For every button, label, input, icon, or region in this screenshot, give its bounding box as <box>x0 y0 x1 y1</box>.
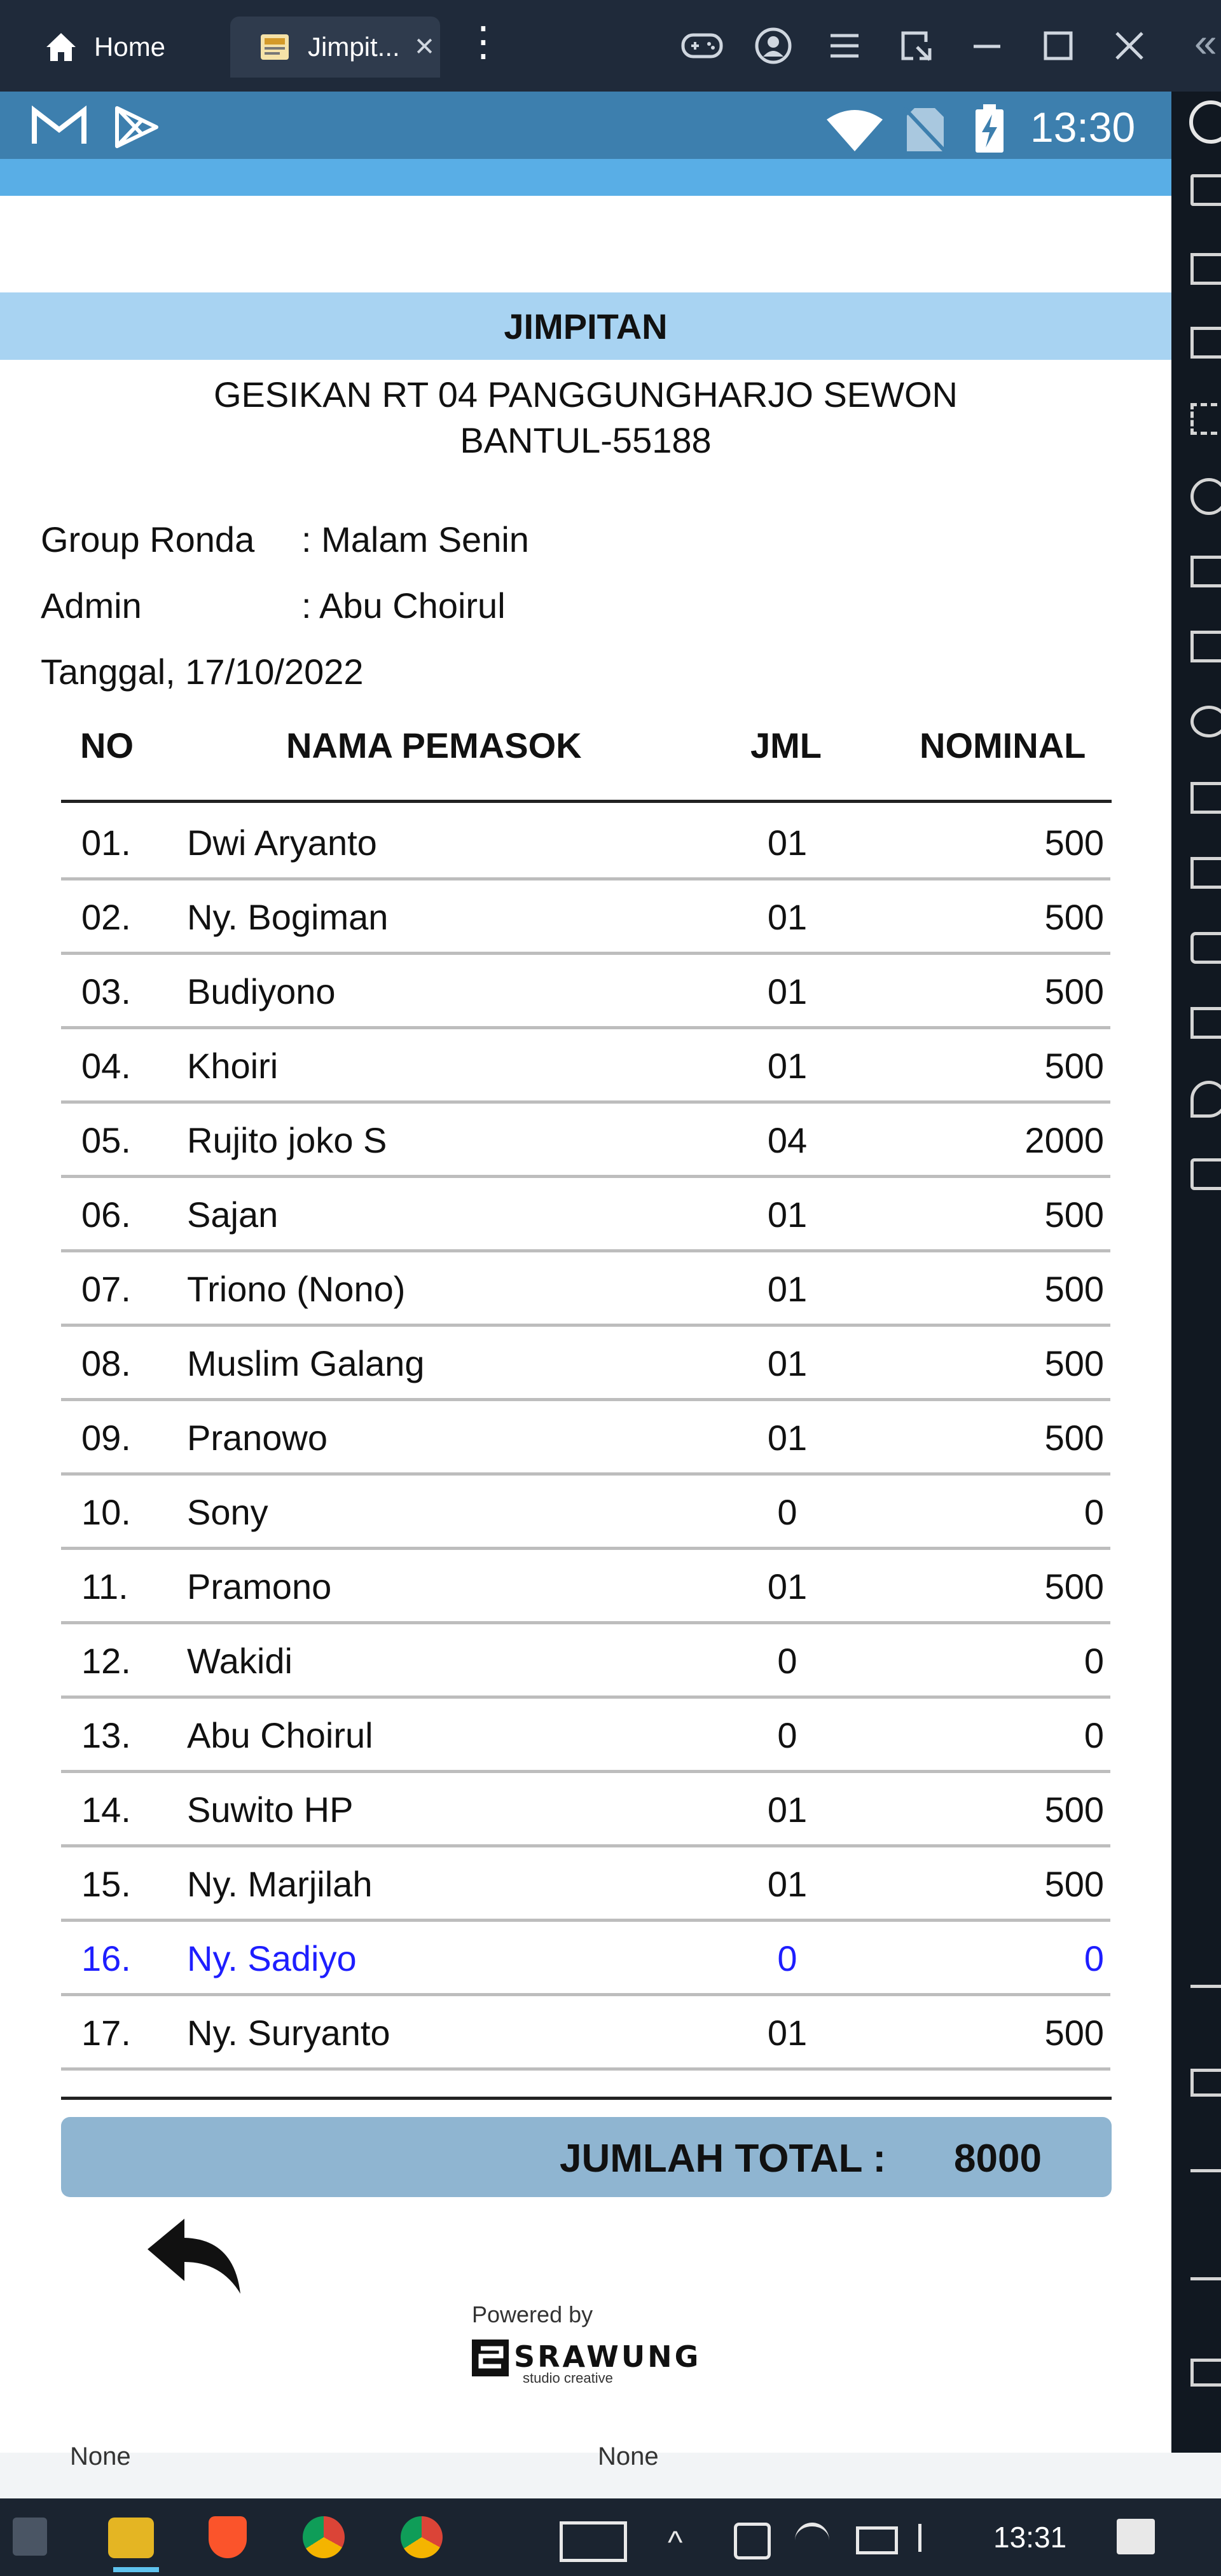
wifi-icon <box>825 108 884 156</box>
battery-charging-icon <box>973 103 1006 157</box>
meet-icon[interactable] <box>734 2523 771 2559</box>
table-row[interactable] <box>61 1100 1110 1178</box>
brave-browser-icon[interactable] <box>209 2516 247 2558</box>
row-jml: 01 <box>767 823 808 863</box>
menu-icon[interactable] <box>819 20 870 71</box>
back-nav-icon[interactable] <box>1190 1973 1221 1988</box>
col-header-jml: JML <box>750 725 822 765</box>
row-name: Ny. Sadiyo <box>187 1938 357 1978</box>
maximize-icon[interactable] <box>1033 20 1084 71</box>
macro-play-icon[interactable] <box>1190 782 1221 814</box>
row-nominal: 500 <box>1044 1566 1104 1607</box>
row-jml: 01 <box>767 1269 808 1309</box>
emulator-tab-bar <box>0 0 1221 92</box>
windows-taskbar <box>0 2498 1221 2576</box>
volume-up-icon[interactable] <box>1190 253 1221 285</box>
row-name: Abu Choirul <box>187 1715 373 1755</box>
show-hidden-icons[interactable]: ^ <box>668 2525 683 2560</box>
row-jml: 01 <box>767 1343 808 1383</box>
background-window-strip <box>0 2442 1221 2498</box>
row-jml: 0 <box>777 1492 797 1532</box>
tab-jimpitan-label: Jimpit... <box>308 32 400 62</box>
home-nav-icon[interactable] <box>1190 2069 1221 2097</box>
table-row[interactable] <box>61 1919 1110 1996</box>
volume-down-icon[interactable] <box>1190 327 1221 359</box>
table-row[interactable] <box>61 803 1110 880</box>
row-no: 17. <box>81 2013 131 2053</box>
minimize-icon[interactable] <box>962 20 1012 71</box>
app-thumbnail-icon <box>256 28 294 66</box>
row-no: 03. <box>81 971 131 1011</box>
col-header-nominal: NOMINAL <box>920 725 1086 765</box>
row-nominal: 500 <box>1044 1864 1104 1904</box>
row-jml: 01 <box>767 1418 808 1458</box>
table-row[interactable] <box>61 1324 1110 1401</box>
row-nominal: 2000 <box>1024 1120 1104 1160</box>
table-row[interactable] <box>61 1547 1110 1624</box>
row-no: 14. <box>81 1790 131 1830</box>
row-no: 10. <box>81 1492 131 1532</box>
shake-icon[interactable] <box>1190 932 1221 964</box>
row-no: 16. <box>81 1938 131 1978</box>
table-row[interactable] <box>61 1249 1110 1327</box>
row-name: Ny. Marjilah <box>187 1864 373 1904</box>
row-nominal: 500 <box>1044 1343 1104 1383</box>
rotate-icon[interactable] <box>1190 1158 1221 1190</box>
sync-icon[interactable] <box>1190 857 1221 889</box>
gmail-icon <box>31 106 88 151</box>
srawung-logo <box>471 2337 702 2388</box>
row-name: Dwi Aryanto <box>187 823 377 863</box>
more-menu-icon[interactable]: ⋮ <box>463 18 504 64</box>
org-address-line2: BANTUL-55188 <box>460 420 712 460</box>
row-name: Muslim Galang <box>187 1343 425 1383</box>
back-button[interactable] <box>145 2216 244 2301</box>
row-nominal: 500 <box>1044 897 1104 937</box>
app-header-bar <box>0 159 1171 196</box>
taskbar-active-indicator <box>113 2567 159 2572</box>
col-header-nama: NAMA PEMASOK <box>286 725 582 765</box>
close-window-icon[interactable] <box>1104 20 1155 71</box>
row-no: 13. <box>81 1715 131 1755</box>
gamepad-icon[interactable] <box>677 20 728 71</box>
row-nominal: 0 <box>1084 1938 1104 1978</box>
partial-text-right: None <box>598 2442 659 2470</box>
location-icon[interactable] <box>1190 1081 1221 1118</box>
table-row[interactable] <box>61 1993 1110 2071</box>
row-name: Ny. Suryanto <box>187 2013 390 2053</box>
home-icon <box>42 28 80 66</box>
admin-row <box>41 585 506 626</box>
row-no: 09. <box>81 1418 131 1458</box>
row-nominal: 0 <box>1084 1492 1104 1532</box>
screenshot-icon[interactable] <box>1190 403 1221 435</box>
row-name: Rujito joko S <box>187 1120 387 1160</box>
row-jml: 01 <box>767 1864 808 1904</box>
row-no: 01. <box>81 823 131 863</box>
tab-home-label: Home <box>94 32 166 62</box>
table-footer-divider <box>61 2097 1112 2100</box>
row-name: Suwito HP <box>187 1790 354 1830</box>
tab-jimpitan[interactable] <box>230 17 440 78</box>
tab-home[interactable] <box>13 17 216 78</box>
window-popout-icon[interactable] <box>890 20 941 71</box>
row-name: Triono (Nono) <box>187 1269 406 1309</box>
table-row[interactable] <box>61 1026 1110 1104</box>
row-jml: 01 <box>767 897 808 937</box>
row-no: 05. <box>81 1120 131 1160</box>
row-jml: 0 <box>777 1641 797 1681</box>
row-name: Pranowo <box>187 1418 328 1458</box>
admin-label: Admin <box>41 586 142 626</box>
row-nominal: 0 <box>1084 1715 1104 1755</box>
row-nominal: 500 <box>1044 1418 1104 1458</box>
row-nominal: 500 <box>1044 1269 1104 1309</box>
row-name: Sony <box>187 1492 268 1532</box>
add-icon[interactable] <box>1190 556 1221 587</box>
row-jml: 01 <box>767 1195 808 1235</box>
row-name: Budiyono <box>187 971 336 1011</box>
row-nominal: 500 <box>1044 823 1104 863</box>
partial-text-left: None <box>70 2442 131 2470</box>
row-nominal: 500 <box>1044 971 1104 1011</box>
table-row[interactable] <box>61 1844 1110 1922</box>
taskbar-app-icon-2[interactable] <box>108 2518 154 2558</box>
table-row[interactable] <box>61 1472 1110 1550</box>
home-nav-icon-2[interactable] <box>1190 2359 1221 2387</box>
row-name: Khoiri <box>187 1046 279 1086</box>
settings-icon[interactable] <box>1189 100 1221 144</box>
no-sim-icon <box>903 106 948 157</box>
play-store-icon <box>112 104 160 153</box>
notification-center-icon[interactable] <box>1117 2519 1155 2554</box>
keyboard-icon[interactable] <box>1190 174 1221 206</box>
table-row[interactable] <box>61 1175 1110 1252</box>
row-name: Ny. Bogiman <box>187 897 389 937</box>
emulator-side-toolbar <box>1171 92 1221 2453</box>
row-jml: 01 <box>767 971 808 1011</box>
row-no: 08. <box>81 1343 131 1383</box>
brand-tagline: studio creative <box>523 2370 613 2386</box>
row-jml: 0 <box>777 1715 797 1755</box>
table-row[interactable] <box>61 877 1110 955</box>
col-header-no: NO <box>80 725 134 765</box>
scissors-icon[interactable] <box>1190 706 1221 737</box>
battery-icon[interactable] <box>856 2526 898 2554</box>
network-icon[interactable] <box>795 2523 829 2558</box>
row-nominal: 0 <box>1084 1641 1104 1681</box>
group-ronda-value: : Malam Senin <box>301 519 529 559</box>
row-jml: 01 <box>767 1566 808 1607</box>
row-no: 11. <box>81 1566 128 1607</box>
table-row[interactable] <box>61 1770 1110 1847</box>
row-nominal: 500 <box>1044 1195 1104 1235</box>
date-text: Tanggal, 17/10/2022 <box>41 652 364 692</box>
chrome-icon[interactable] <box>303 2516 345 2558</box>
collapse-sidebar-icon[interactable]: « <box>1194 20 1217 65</box>
chrome-icon-2[interactable] <box>401 2516 443 2558</box>
apk-install-icon[interactable] <box>1190 631 1221 662</box>
row-jml: 01 <box>767 2013 808 2053</box>
row-jml: 0 <box>777 1938 797 1978</box>
row-no: 07. <box>81 1269 131 1309</box>
admin-value: : Abu Choirul <box>301 586 506 626</box>
record-icon[interactable] <box>1190 478 1221 515</box>
news-widget-icon[interactable] <box>560 2521 627 2562</box>
org-address-line1: GESIKAN RT 04 PANGGUNGHARJO SEWON <box>213 374 958 414</box>
account-icon[interactable] <box>748 20 799 71</box>
row-nominal: 500 <box>1044 2013 1104 2053</box>
taskbar-app-icon-1[interactable] <box>13 2518 47 2556</box>
total-bar <box>61 2117 1112 2197</box>
total-value: 8000 <box>954 2137 1042 2181</box>
folder-icon[interactable] <box>1190 1007 1221 1039</box>
row-no: 06. <box>81 1195 131 1235</box>
speaker-icon[interactable] <box>918 2524 956 2552</box>
powered-by-text: Powered by <box>472 2301 593 2327</box>
row-no: 04. <box>81 1046 131 1086</box>
android-status-bar <box>0 92 1171 159</box>
page-title: JIMPITAN <box>0 292 1171 360</box>
row-no: 15. <box>81 1864 131 1904</box>
back-nav-icon-2[interactable] <box>1190 2266 1221 2280</box>
row-jml: 01 <box>767 1790 808 1830</box>
table-row[interactable] <box>61 952 1110 1029</box>
table-row[interactable] <box>61 1696 1110 1773</box>
row-name: Sajan <box>187 1195 279 1235</box>
row-name: Pramono <box>187 1566 332 1607</box>
group-ronda-row <box>41 519 529 560</box>
row-name: Wakidi <box>187 1641 293 1681</box>
row-nominal: 500 <box>1044 1790 1104 1830</box>
row-jml: 04 <box>767 1120 808 1160</box>
row-no: 12. <box>81 1641 131 1681</box>
total-label: JUMLAH TOTAL : <box>560 2137 886 2181</box>
recents-nav-icon[interactable] <box>1190 2158 1221 2172</box>
tab-close-icon[interactable]: ✕ <box>413 33 436 61</box>
row-nominal: 500 <box>1044 1046 1104 1086</box>
taskbar-clock[interactable]: 13:31 <box>993 2521 1067 2554</box>
row-no: 02. <box>81 897 131 937</box>
brand-name: SRAWUNG <box>514 2340 701 2374</box>
table-row[interactable] <box>61 1621 1110 1699</box>
table-row[interactable] <box>61 1398 1110 1476</box>
row-jml: 01 <box>767 1046 808 1086</box>
group-ronda-label: Group Ronda <box>41 519 255 559</box>
status-time: 13:30 <box>1030 104 1136 151</box>
